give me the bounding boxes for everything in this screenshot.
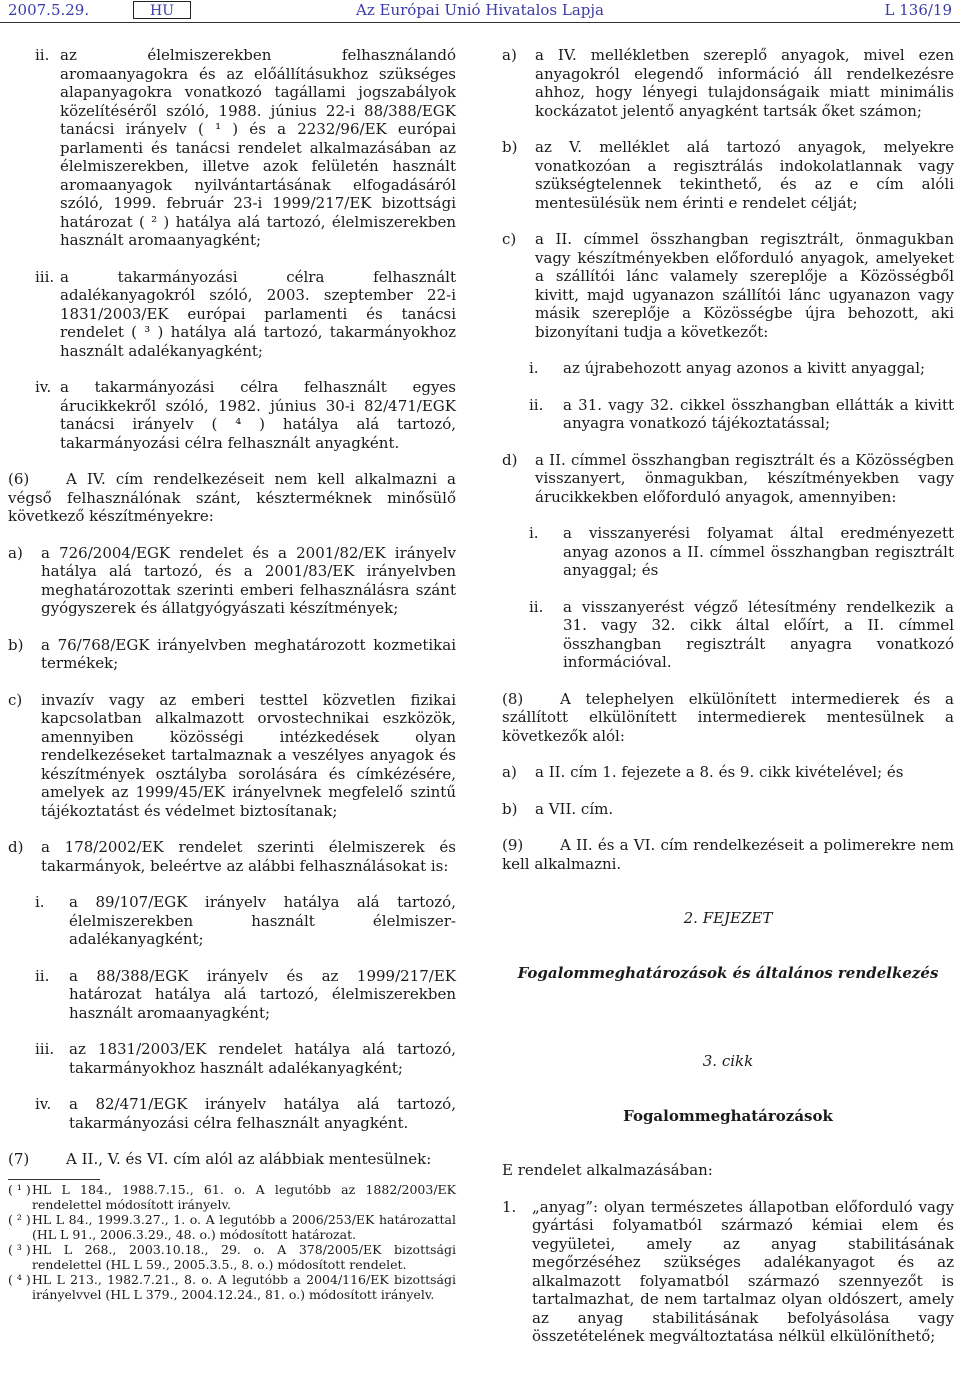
header-language-box: HU — [133, 1, 191, 19]
chapter-title: Fogalommeghatározások és általános rendelkezés — [517, 963, 939, 982]
header-journal-title: Az Európai Unió Hivatalos Lapja — [356, 1, 604, 19]
list-item: i. az újrabehozott anyag azonos a kivitt anyaggal; — [529, 359, 926, 377]
paragraph-8: (8) A telephelyen elkülönített intermedierek és a szállított elkülönített intermedierek mentesülnek a következők alól: — [502, 689, 954, 745]
right-column — [502, 46, 954, 1346]
list-item: a) a IV. mellékletben szereplő anyagok, mivel ezen anyagokról elegendő információ áll rendelkezésre ahhoz, hogy lényegi tulajdonságaik miatt minimális kockázatot jelentő anyagként tartsák őket számon; — [502, 46, 954, 120]
list-item: a) a II. cím 1. fejezete a 8. és 9. cikk kivételével; és — [502, 763, 904, 781]
article-heading: 3. cikk — [702, 1052, 754, 1070]
list-item: iii. az 1831/2003/EK rendelet hatálya alá tartozó, takarmányokhoz használt adalékanyagként; — [35, 1040, 456, 1077]
list-item: ii. a 31. vagy 32. cikkel összhangban ellátták a kivitt anyagra vonatkozó tájékoztatással; — [529, 395, 954, 432]
footnote: ( ² ) HL L 84., 1999.3.27., 1. o. A legutóbb a 2006/253/EK határozattal (HL L 91., 2006.3.29., 48. o.) módosított határozat. — [8, 1211, 456, 1242]
list-item: b) az V. melléklet alá tartozó anyagok, melyekre vonatkozóan a regisztrálás indokolatlannak vagy szükségtelennek tekinthető, és az e cím alóli mentesülésük nem érinti e rendelet célját; — [502, 138, 954, 212]
footnote: ( ¹ ) HL L 184., 1988.7.15., 61. o. A legutóbb az 1882/2003/EK rendelettel módosított irányelv. — [8, 1181, 456, 1212]
list-item: ii. az élelmiszerekben felhasználandó aromaanyagokra és az előállításukhoz szükséges alapanyagokra vonatkozó tagállami jogszabályok közelítéséről szóló, 1988. június 22-i 88/388/EGK tanácsi irányelv ( ¹ ) és a 2232/96/EK európai parlamenti és tanácsi rendelet alkalmazásában az élelmiszerekben, illetve azok felületén használt aromaanyagok nyilvántartásának elfogadásáról szóló, 1999. február 23-i 1999/217/EK bizottsági határozat ( ² ) hatálya alá tartozó, élelmiszerekben használt aromaanyagként; — [35, 46, 456, 249]
list-item: iii. a takarmányozási célra felhasznált adalékanyagokról szóló, 2003. szeptember 22-i 1831/2003/EK európai parlamenti és tanácsi rendelet ( ³ ) hatálya alá tartozó, takarmányokhoz használt adalékanyagként; — [35, 267, 456, 360]
footnote: ( ³ ) HL L 268., 2003.10.18., 29. o. A 378/2005/EK bizottsági rendelettel (HL L 59., 2005.3.5., 8. o.) módosított rendelet. — [8, 1241, 456, 1272]
list-item: iv. a 82/471/EGK irányelv hatálya alá tartozó, takarmányozási célra felhasznált anyagként. — [35, 1095, 456, 1132]
list-item: c) a II. címmel összhangban regisztrált, önmagukban vagy készítményekben előforduló anyagok, amelyeket a szállítói lánc valamely szereplője a Közösségből kivitt, majd ugyanazon szállítói lánc ugyanazon vagy másik szereplője a Közösségbe újra behozott, aki bizonyítani tudja a következőt: — [502, 230, 954, 341]
paragraph-6: (6) A IV. cím rendelkezéseit nem kell alkalmazni a végső felhasználónak szánt, készterméknek minősülő következő készítményekre: — [8, 470, 456, 525]
left-column — [8, 46, 456, 1302]
list-item: ii. a 88/388/EGK irányelv és az 1999/217/EK határozat hatálya alá tartozó, élelmiszerekben használt aromaanyagként; — [35, 966, 456, 1022]
list-item: ii. a visszanyerést végző létesítmény rendelkezik a 31. vagy 32. cikk által előírt, a II. címmel összhangban regisztrált anyagra vonatkozó információval. — [529, 597, 954, 671]
header-date: 2007.5.29. — [8, 1, 90, 19]
list-item: b) a 76/768/EGK irányelvben meghatározott kozmetikai termékek; — [8, 635, 456, 672]
footnote-separator — [8, 1179, 100, 1180]
list-item: b) a VII. cím. — [502, 799, 614, 818]
paragraph-9: (9) A II. és a VI. cím rendelkezéseit a polimerekre nem kell alkalmazni. — [502, 836, 954, 873]
list-item: iv. a takarmányozási célra felhasznált egyes árucikkekről szóló, 1982. június 30-i 82/471/EGK tanácsi irányelv ( ⁴ ) hatálya alá tartozó, takarmányozási célra felhasznált anyagként. — [35, 378, 456, 452]
intro-text: E rendelet alkalmazásában: — [502, 1161, 713, 1179]
list-item: i. a 89/107/EGK irányelv hatálya alá tartozó, élelmiszerekben használt élelmiszer-adalékanyagként; — [35, 893, 456, 948]
header-page-ref: L 136/19 — [884, 1, 952, 19]
article-title: Fogalommeghatározások — [623, 1106, 833, 1125]
list-item: d) a 178/2002/EK rendelet szerinti élelmiszerek és takarmányok, beleértve az alábbi felhasználásokat is: — [8, 838, 456, 875]
chapter-heading: 2. FEJEZET — [683, 909, 773, 927]
footnote: ( ⁴ ) HL L 213., 1982.7.21., 8. o. A legutóbb a 2004/116/EK bizottsági irányelvvel (HL L 379., 2004.12.24., 81. o.) módosított irányelv. — [8, 1271, 456, 1302]
list-item: c) invazív vagy az emberi testtel közvetlen fizikai kapcsolatban alkalmazott orvostechnikai eszközök, amennyiben közösségi intézkedések olyan rendelkezéseket tartalmaznak a veszélyes anyagok és készítmények osztályba sorolására és címkézésére, amelyek az 1999/45/EK irányelvnek megfelelő szintű tájékoztatást és védelmet biztosítanak; — [8, 690, 456, 820]
list-item: 1. „anyag”: olyan természetes állapotban előforduló vagy gyártási folyamatból származó kémiai elem és vegyületei, amely az anyag stabilitásának megőrzéséhez szükséges adalékanyagot és az alkalmazott folyamatból származó szennyezőt is tartalmazhat, de nem tartalmaz olyan oldószert, amely az anyag stabilitásának befolyásolása vagy összetételének megváltoztatása nélkül elkülöníthető; — [502, 1197, 954, 1345]
list-item: a) a 726/2004/EGK rendelet és a 2001/82/EK irányelv hatálya alá tartozó, és a 2001/83/EK irányelvben meghatározottak szerinti emberi felhasználásra szánt gyógyszerek és állatgyógyászati készítmények; — [8, 543, 456, 617]
paragraph-7: (7) A II., V. és VI. cím alól az alábbiak mentesülnek: — [8, 1150, 432, 1168]
list-item: i. a visszanyerési folyamat által eredményezett anyag azonos a II. címmel összhangban regisztrált anyaggal; és — [529, 524, 954, 579]
page-header — [0, 0, 960, 23]
list-item: d) a II. címmel összhangban regisztrált és a Közösségben visszanyert, önmagukban, készítményekben vagy árucikkekben előforduló anyagok, amennyiben: — [502, 450, 954, 506]
